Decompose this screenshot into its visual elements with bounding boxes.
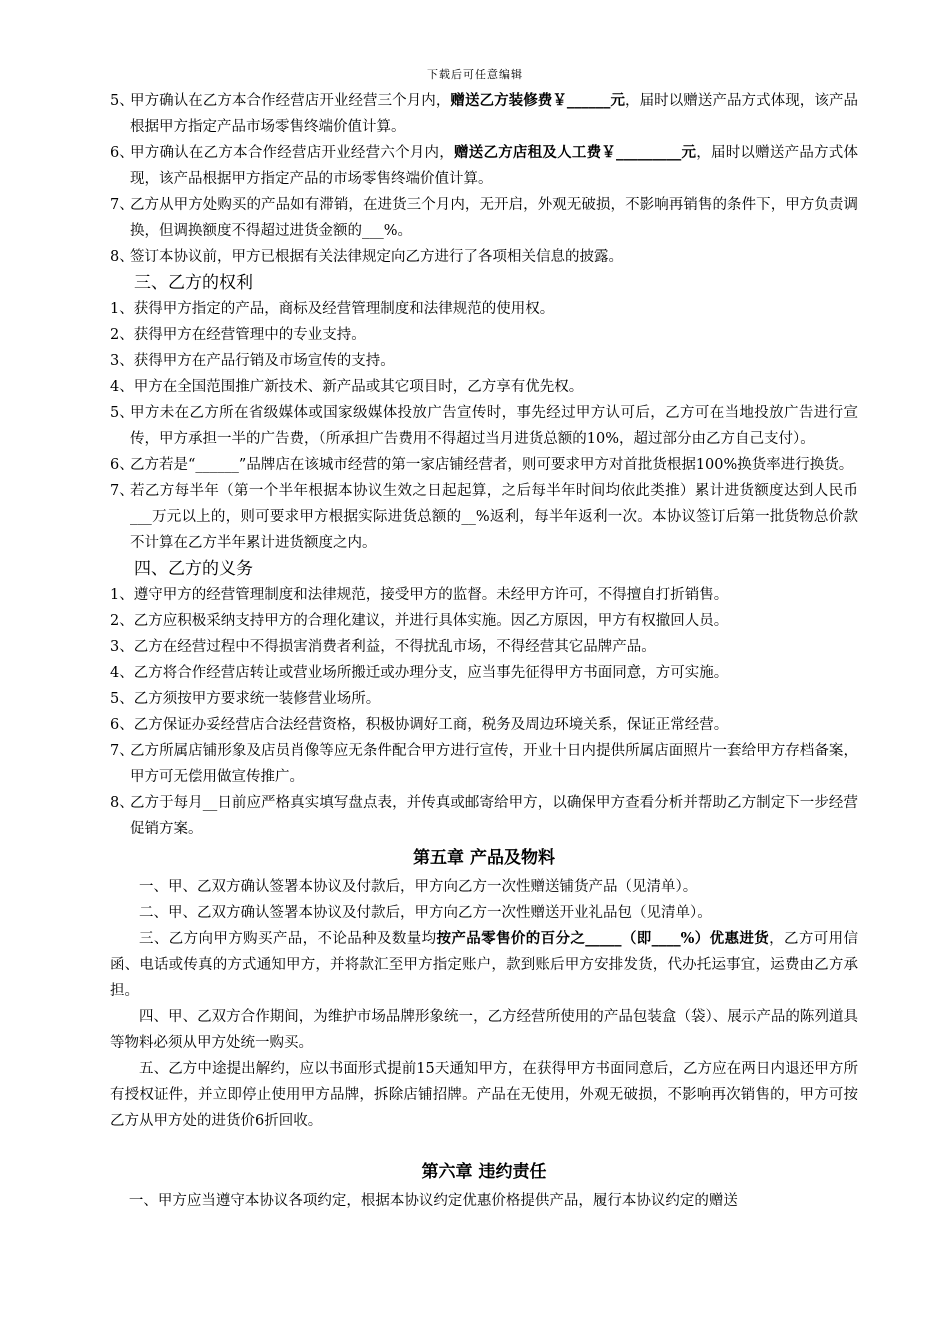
list-item: 5、 甲方确认在乙方本合作经营店开业经营三个月内，赠送乙方装修费￥______元，届时以赠送产品方式体现，该产品根据甲方指定产品市场零售终端价值计算。 [110,88,858,140]
list-item: 7、 若乙方每半年（第一个半年根据本协议生效之日起起算，之后每半年时间均依此类推）累计进货额度达到人民币___万元以上的，则可要求甲方根据实际进货总额的__%返利，每半年返利一次。本协议签订后第一批货物总价款不计算在乙方半年累计进货额度之内。 [110,483,858,551]
list-item: 4、甲方在全国范围推广新技术、新产品或其它项目时，乙方享有优先权。 [110,379,584,395]
section-heading: 四、乙方的义务 [134,559,253,579]
bold-clause: 按产品零售价的百分之_____（即____%）优惠进货 [436,930,770,947]
paragraph: 三、乙方向甲方购买产品，不论品种及数量均按产品零售价的百分之_____（即____%）优惠进货，乙方可用信函、电话或传真的方式通知甲方，并将款汇至甲方指定账户，款到账后甲方安排发货，代办托运事宜，运费由乙方承担。 [110,930,858,999]
list-item: 1、获得甲方指定的产品，商标及经营管理制度和法律规范的使用权。 [110,301,555,317]
paragraph: 二、甲、乙双方确认签署本协议及付款后，甲方向乙方一次性赠送开业礼品包（见清单）。 [139,905,712,921]
item-number: 7、 [110,197,134,213]
chapter-title: 第五章 产品及物料 [413,848,555,868]
paragraph: 五、乙方中途提出解约，应以书面形式提前15天通知甲方，在获得甲方书面同意后，乙方应在两日内退还甲方所有授权证件，并立即停止使用甲方品牌，拆除店铺招牌。产品在无使用，外观无破损，不影响再次销售的，甲方可按乙方从甲方处的进货价6折回收。 [110,1061,858,1129]
list-item: 8、 乙方于每月__日前应严格真实填写盘点表，并传真或邮寄给甲方，以确保甲方查看分析并帮助乙方制定下一步经营促销方案。 [110,795,858,837]
list-item: 3、获得甲方在产品行销及市场宣传的支持。 [110,353,395,369]
list-item: 8、 签订本协议前，甲方已根据有关法律规定向乙方进行了各项相关信息的披露。 [110,244,858,270]
list-item: 7、 乙方所属店铺形象及店员肖像等应无条件配合甲方进行宣传，开业十日内提供所属店面照片一套给甲方存档备案，甲方可无偿用做宣传推广。 [110,743,858,785]
list-item: 7、 乙方从甲方处购买的产品如有滞销，在进货三个月内，无开启，外观无破损，不影响再销售的条件下，甲方负责调换，但调换额度不得超过进货金额的___%。 [110,192,858,244]
page-header: 下载后可任意编辑 [427,68,523,81]
list-item: 3、乙方在经营过程中不得损害消费者利益，不得扰乱市场，不得经营其它品牌产品。 [110,639,656,655]
list-item: 2、获得甲方在经营管理中的专业支持。 [110,327,366,343]
list-item: 5、乙方须按甲方要求统一装修营业场所。 [110,691,381,707]
section-heading: 三、乙方的权利 [134,273,253,293]
document-body [110,88,858,1214]
item-number: 5、 [110,93,134,109]
list-item: 4、乙方将合作经营店转让或营业场所搬迁或办理分支，应当事先征得甲方书面同意，方可实施。 [110,665,729,681]
paragraph: 四、甲、乙双方合作期间，为维护市场品牌形象统一，乙方经营所使用的产品包装盒（袋）、展示产品的陈列道具等物料必须从甲方处统一购买。 [110,1009,858,1051]
paragraph: 一、甲方应当遵守本协议各项约定，根据本协议约定优惠价格提供产品，履行本协议约定的赠送 [128,1193,738,1209]
list-item: 2、乙方应积极采纳支持甲方的合理化建议，并进行具体实施。因乙方原因，甲方有权撤回人员。 [110,613,729,629]
paragraph: 一、甲、乙双方确认签署本协议及付款后，甲方向乙方一次性赠送铺货产品（见清单）。 [139,879,698,895]
list-item: 6、 乙方若是“______”品牌店在该城市经营的第一家店铺经营者，则可要求甲方对首批货根据100%换货率进行换货。 [110,457,854,473]
bold-clause: 赠送乙方店租及人工费￥_________元 [454,144,697,161]
list-item: 6、 甲方确认在乙方本合作经营店开业经营六个月内，赠送乙方店租及人工费￥_________元，届时以赠送产品方式体现，该产品根据甲方指定产品的市场零售终端价值计算。 [110,140,858,192]
item-number: 8、 [110,249,134,265]
list-item: 6、乙方保证办妥经营店合法经营资格，积极协调好工商，税务及周边环境关系，保证正常经营。 [110,717,729,733]
list-item: 5、 甲方未在乙方所在省级媒体或国家级媒体投放广告宣传时，事先经过甲方认可后，乙方可在当地投放广告进行宣传，甲方承担一半的广告费，（所承担广告费用不得超过当月进货总额的10%，超过部分由乙方自己支付）。 [110,405,858,447]
chapter-title: 第六章 违约责任 [421,1162,547,1182]
list-item: 1、遵守甲方的经营管理制度和法律规范，接受甲方的监督。未经甲方许可，不得擅自打折销售。 [110,587,729,603]
item-number: 6、 [110,145,134,161]
bold-clause: 赠送乙方装修费￥______元 [450,92,626,109]
